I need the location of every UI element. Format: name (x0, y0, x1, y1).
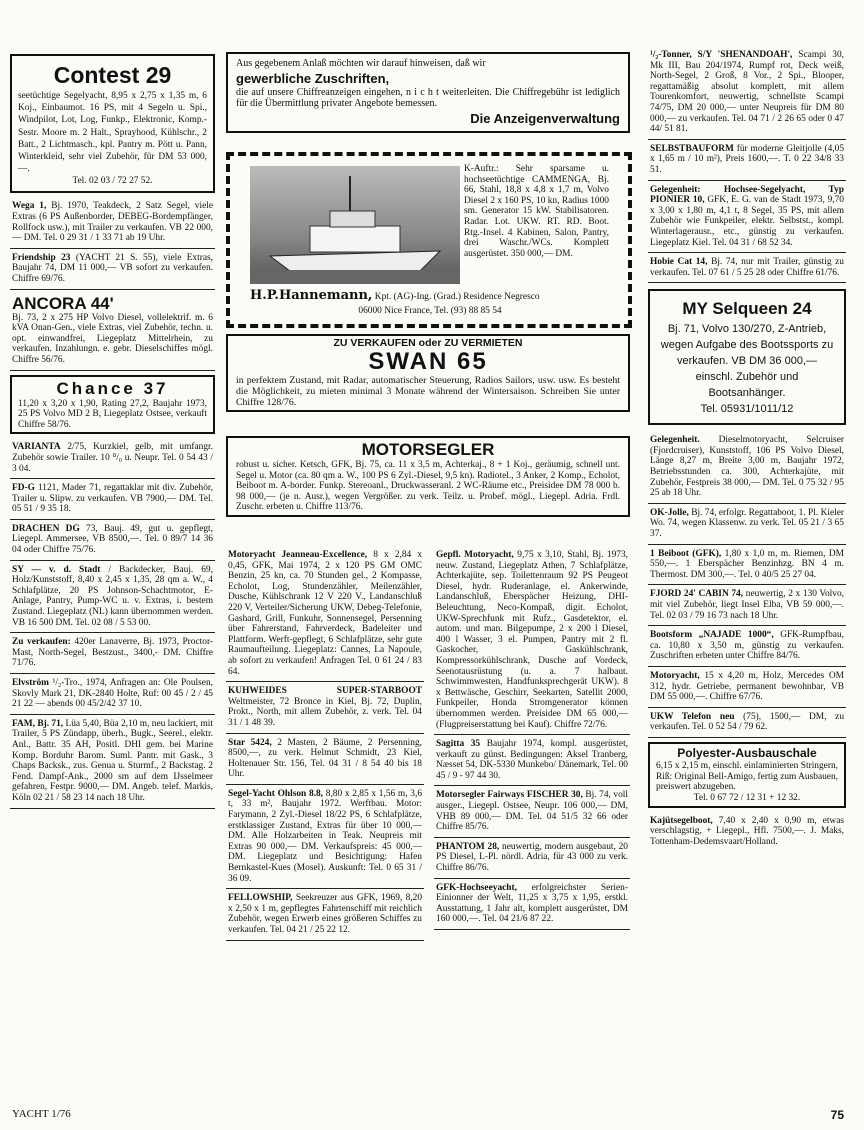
chance-ad (10, 375, 215, 435)
ad-text: (YACHT 21 S. 55), viele Extras, Baujahr 74, DM 11 000,— VB sofort zu verkaufen. Chiffre 69/76. (12, 252, 214, 284)
motorsegler-text: robust u. sicher. Ketsch, GFK, Bj. 75, ca. 11 x 3,5 m, Achterkaj., 8 + 1 Koj., geräumig, schnell unt. Segel u. Motor (ca. 80 qm a. W., 100 PS 6 Zyl.-Diesel, 9,5 kn). Radiotel., 3 Anker, 2 Komp., Echolot, Beiboot m. A-border. Funkp. Stereoanl., Druckwasseranl. 2 WC-Räume etc., Preisidee DM 78 000 b. 98 000,— (je n. Ausr.), wegen Vergrößer. zu verk. Teilz. u. Probef. mögl., Liegepl. Adria. Frdl. Zuschr. erbeten u. Chiffre 113/76. (236, 460, 620, 513)
polyester-ad (648, 742, 846, 808)
ad-text: erfolgreichster Serien-Einionner der Welt, 11,25 x 3,75 x 1,95, erstkl. Ausstattung, 1 Jahr alt, komplett ausgerüstet, DM 160 000,—. Tel. 04 21/6 87 22. (436, 882, 628, 925)
ad-text: 7,40 x 2,40 x 0,90 m, etwas verschlagstig, + Liegepl., Hfl. 7500,—. J. Maks, Tottenham-Dedemsvaart/Holland. (650, 815, 844, 847)
ad-text: für moderne Gleitjolle (4,05 x 1,65 m / 10 m²), Preis 1600,—. T. 0 22 34/8 33 51. (650, 143, 845, 175)
ad-text: 2 Masten, 2 Bäume, 2 Persenning, 8500,—, zu verk. Helmut Schmidt, 23 Kiel, Holtenauer Str. 156, Tel. 04 31 / 8 54 40 bis 18 Uhr. (228, 737, 423, 780)
ad-text: Dieselmotoryacht, Selcruiser (Fjordcruiser), Kunststoff, 106 PS Volvo Diesel, Länge 8,27 m, Breite 3,00 m, Baujahr 1972, Betriebsstunden ca. 300, Achterkajüte, mit Zubehör, Festpreis 38 000,— DM. Tel. 0 75 32 / 95 25 ab 18 Uhr. (650, 435, 844, 499)
selqueen-title: MY Selqueen 24 (682, 299, 812, 319)
ad-head: Star 5424, (228, 737, 272, 748)
ad-head: Bootsform „NAJADE 1000“, (650, 630, 774, 641)
ad-head: FD-G (12, 483, 35, 494)
column-3 (434, 546, 630, 930)
ad-text: GFK, E. G. van de Stadt 1973, 9,70 x 3,00 x 1,80 m, 4,1 t, 8 Segel, 35 PS, mit allem Zubehör wie Funkpeiler, elektr. Selbstst., kompl. Winterlagerausr., etc., günstig zu verkaufen. Liegeplatz Kiel. Tel. 04 31 / 68 52 34. (650, 195, 844, 248)
classified-ad (648, 667, 846, 708)
classified-ad (648, 181, 846, 254)
ad-text: Baujahr 1974, kompl. ausgerüstet, verkauft zu günst. Bedingungen: Aksel Tranberg, Næsset 54, DK-5330 Munkebo/ Dänemark, Tel. 00 45 / 9 - 97 44 30. (436, 739, 629, 781)
classified-ad (226, 734, 424, 785)
polyester-title: Polyester-Ausbauschale (677, 745, 817, 760)
classified-ad (648, 431, 846, 504)
notice-sign: Die Anzeigenverwaltung (470, 110, 620, 126)
ad-head: Zu verkaufen: (12, 637, 71, 648)
ad-head: Motoryacht, (650, 670, 700, 681)
ad-text: 9,75 x 3,10, Stahl, Bj. 1973, neuw. Zustand, Liegeplatz Athen, 7 Schlafplätze, Achterkajüte, sep. Toilettenraum 92 PS Peugeot Diesel, hydr. Ruderanlage, el. Ankerwinde, Landanschluß, Eberspächer Heizung, DHI-Beleuchtung, Neco-Kompaß, digit. Echolot, UKW-Sprechfunk mit Rufz., Gasdetektor, el. autom. und man. Bilgepumpe, 2 x 200 l Diesel, 400 l Wasser, 3 el. Pumpen, Pantry mit 2 fl. Gaskocher, Gaskühlschrank, Kompressorkühlschrank, Dusche auf Vordeck, Seenotausrüstung (u. a. 7 halbaut. Schwimmwesten, Handfunksprechgerät UKW). 8 x Bettwäsche, Geschirr, Seekarten, Satellit 2000, Funkpeiler, Honda Stromgenerator können übernommen werden. Preisidee DM 65 000,— (Flugpreiserstattung bei Kauf). Chiffre 72/76. (436, 550, 628, 730)
ad-head: DRACHEN DG (12, 523, 80, 534)
ad-head: FAM, Bj. 71, (12, 718, 64, 729)
classified-ad (434, 735, 630, 786)
ad-text: Lüa 5,40, Büa 2,10 m, neu lackiert, mit Trailer, 5 PS Zündapp, überh., Bugk., Seerel., elektr. Anl., Battr. 35 AH, Positl. DHI gem. bei Marine Komp. Borduhr Barom. Suml. Pantr. mit Gask., 3 Chaps Backsk., zus. Genua u. Sturmf., 2 Backstag. 2 Fend. Dampf-Ank., 2000 sm auf dem IJsselmeer gefahren, Festpr. 9000,— DM. Angeb. telef. Markis, Köln 02 21 / 58 23 14 nach 18 Uhr. (12, 718, 213, 803)
ad-text: ¹/₂-Tro., 1974, Anfragen an: Ole Poulsen, Skovly Mark 21, DK-2840 Holte, Ruf: 00 45 / 2 / 45 21 22 — abends 00 45/2/42 37 10. (12, 678, 214, 710)
classified-ad (648, 708, 846, 738)
ad-head: KUHWEIDES SUPER-STARBOOT (228, 686, 422, 697)
column-1 (10, 46, 215, 809)
ad-head: Sagitta 35 (436, 739, 481, 750)
classified-ad (648, 253, 846, 283)
classified-ad (648, 626, 846, 667)
company-address1: Kpt. (AG)-Ing. (Grad.) Residence Negresco (374, 292, 540, 302)
motorsegler-ad (226, 436, 630, 517)
swan-text: in perfektem Zustand, mit Radar, automatischer Steuerung, Radios Sailors, usw. usw. Es besteht die Möglichkeit, zu mieten minimal 3 Monate während der Wintersaison. Schreiben Sie unter Chiffre 128/76. (236, 375, 620, 408)
motor-yacht-image (250, 166, 460, 284)
selqueen-text: Bj. 71, Volvo 130/270, Z-Antrieb, wegen Aufgabe des Bootssports zu verkaufen. VB DM 36 000,— einschl. Zubehör und Bootsanhänger. (660, 323, 834, 400)
ad-text: Bj. 74, nur mit Trailer, günstig zu verkaufen. Tel. 07 61 / 5 25 28 oder Chiffre 61/76. (650, 257, 844, 278)
contest-title: Contest 29 (53, 62, 172, 88)
ad-text: 1,80 x 1,0 m, m. Riemen, DM 550,—. 1 Eberspächer Benzinhzg. BN 4 m. Thermost. DM 300,—. Tel. 0 40/5 25 27 04. (650, 548, 844, 580)
ancora-text: Bj. 73, 2 x 275 HP Volvo Diesel, vollelektrif. m. 6 kVA Onan-Gen., viele Extras, viel Zubehör, techn. u. opt. einwandfrei, Liegeplatz Mittelrhein, zu verkaufen. Inzahlungn. e. gebr. Dieselschiffes mögl. Chiffre 56/76. (12, 312, 213, 365)
classified-ad (10, 520, 215, 561)
classified-ad (434, 879, 630, 930)
ad-text: 8 x 2,84 x 0,45, GFK, Mai 1974, 2 x 120 PS GM OMC Benzin, 25 kn, ca. 70 Stunden gel., 2 Kompasse, Echolot, Log, Stundenzähler, Meilenzähler, Dusche, Kühlschrank 12 V 220 V., Landanschluß 220 V, Verteiler/Sicherung UKW, Debeg-Telefonie, Gashard, Grill, Funkuhr, Sonnensegel, Persenning über Fahrerstand, Fahrverdeck, Badeleiter und Plattform. Werft-gepflegt, 6 Schlafplätze, sehr gute Raumaufteilung. Liegeplatz: Cannes, La Napoule, ab sofort zu verkaufen! Anfragen Tel. 0 61 24 / 83 64. (228, 550, 423, 677)
ad-head: Wega 1, (12, 201, 47, 212)
ad-head: SY — v. d. Stadt (12, 564, 101, 575)
ad-text: Bj. 74, voll ausger., Liegepl. Ostsee, Neupr. 106 000,— DM, VHB 89 000,— DM. Tel. 04 51/5 32 66 oder Chiffre 85/76. (436, 790, 628, 833)
ad-text: Seekreuzer aus GFK, 1969, 8,20 x 2,50 x 1 m, gepflegtes Fahrtenschiff mit reichlich Zubehör, wegen Erwerb eines größeren Schiffes zu verkaufen. Tel. 04 21 / 25 22 12. (228, 893, 423, 935)
photo-ad-company-line (250, 290, 610, 303)
classified-ad (434, 546, 630, 735)
ad-head: SELBSTBAUFORM (650, 143, 734, 154)
ad-head: Gelegenheit: Hochsee-Segelyacht, Typ PIONIER 10, (650, 184, 844, 206)
ad-text: 73, Bauj. 49, gut u. gepflegt, Liegepl. Ammersee, VB 8500,—. Tel. 0 89/7 14 36 04 oder Chiffre 75/76. (12, 523, 213, 556)
classified-ad (10, 249, 215, 290)
polyester-text: 6,15 x 2,15 m, einschl. einlaminierten Stringern, Riß: Original Bell-Amigo, fertig zum Ausbauen, preiswert abzugeben. (656, 760, 839, 793)
ad-text: / Backdecker, Bauj. 69, Holz/Kunststoff, 8,40 x 2,45 x 1,35, 28 qm a. W., 4 Schlafplätze, 20 PS Johnson-Schachtmotor, E-Anlage, Pantry, Pump-WC u. v. Extras, i. bestem Zustand. Liegeplatz (NL) kann übernommen werden. VB 16 500 DM. Tel. 02 08 / 5 53 00. (12, 564, 213, 628)
ad-text: 8,80 x 2,85 x 1,56 m, 3,6 t, 33 m², Baujahr 1972. Werftbau. Motor: Farymann, 2 Zyl.-Diesel 18/22 PS, 6 Schlafplätze, erstklassiger Zustand, Extras für über 10 000,— DM. Alle Holzarbeiten in Teak. Neupreis mit Extras 90 000,— DM. Verkaufspreis: 45 000,— DM. Liegeplatz und Besichtigung: Hafen Bernkastel-Kues (Mosel). Auskunft: Tel. 0 65 31 / 36 09. (228, 788, 423, 884)
ad-head: Hobie Cat 14, (650, 257, 708, 268)
page-number: 75 (830, 1108, 844, 1122)
classified-ad (226, 546, 424, 682)
ad-text: 1121, Mader 71, regattaklar mit div. Zubehör, Trailer u. Slipw. zu verkaufen. VB 7900,— DM. Tel. 05 51 / 9 35 18. (12, 483, 214, 515)
ad-head: 1 Beiboot (GFK), (650, 548, 722, 559)
ad-text: (75), 1500,— DM, zu verkaufen. Tel. 0 52 54 / 79 62. (650, 711, 845, 733)
ad-head: OK-Jolle, (650, 507, 689, 518)
ancora-ad (10, 290, 215, 371)
company-address2: 06000 Nice France, Tel. (93) 88 85 54 (358, 306, 502, 316)
photo-ad-text: K-Auftr.: Sehr sparsame u. hochseetüchtige CAMMENGA, Bj. 66, Stahl, 18,8 x 4,8 x 1,7 m, Volvo Diesel 2 x 160 PS, 10 kn, Radius 1000 sm. Generator 15 kW. Stabilisatoren. Radar. Lot. UKW. RT. RD. Boot. Rtg.-Insel. 4 Kabinen, Salon, Pantry, drei Waschr./WCs. Komplett ausgerüstet. 350 000,— DM. (464, 164, 609, 259)
contest-text: seetüchtige Segelyacht, 8,95 x 2,75 x 1,35 m, 6 Koj., Einbaumot. 16 PS, mit 4 Segeln u. Spi., Windpilot, Lot, Log, Funkp., Elektronic, Komp.-Sestr. Moore m. 2 Halt., Sprayhood, Kühlschr., 2 Batt., 2 Lichtmasch., kpl. Pantry m. Pött u. Pann, Winterkleid, sehr viel Zubehör, für DM 53 000,—. (18, 91, 207, 175)
ad-text: neuwertig, modern ausgebaut, 20 PS Diesel, L-Pl. nördl. Adria, für 43 000 zu verk. Chiffre 86/76. (436, 841, 628, 874)
classified-ad (434, 786, 630, 837)
polyester-tel: Tel. 0 67 72 / 12 31 + 12 32. (693, 792, 801, 803)
ad-text: 15 x 4,20 m, Holz, Mercedes OM 312, hydr. Getriebe, permanent bewohnbar, VB DM 55 000,—. Chiffre 67/76. (650, 670, 844, 703)
ad-text: neuwertig, 2 x 130 Volvo, mit viel Zubehör, liegt Insel Elba, VB 59 000,—. Tel. 02 03 / 79 16 73 nach 18 Uhr. (650, 589, 844, 621)
ad-head: Elvström (12, 678, 49, 689)
classified-ad (10, 633, 215, 674)
boat-photo (250, 166, 460, 284)
classified-ad (648, 46, 846, 140)
ad-head: UKW Telefon neu (650, 711, 735, 722)
ad-head: Kajütsegelboot, (650, 815, 713, 826)
ad-head: Gelegenheit. (650, 435, 700, 446)
classified-ad (434, 838, 630, 879)
chance-title: Chance 37 (56, 378, 169, 398)
ad-head: FELLOWSHIP, (228, 893, 293, 904)
ad-head: Friendship 23 (12, 252, 71, 263)
swan-kicker: ZU VERKAUFEN oder ZU VERMIETEN (333, 337, 523, 349)
classified-ad (648, 140, 846, 181)
classified-ad (648, 585, 846, 626)
kajuet-ad (648, 812, 846, 852)
column-2 (226, 546, 424, 941)
ad-text: Bj. 1970, Teakdeck, 2 Satz Segel, viele Extras (6 PS Außenborder, DEBEG-Bordempfänger, Rollfock usw.), mit Trailer zu verkaufen. VB 22 000,— DM. Tel. 0 29 31 / 1 33 71 ab 19 Uhr. (12, 201, 213, 244)
swan-ad (226, 334, 630, 412)
swan-title: SWAN 65 (368, 348, 488, 375)
ad-head: PHANTOM 28, (436, 841, 500, 852)
ad-head: ¹/₂-Tonner, S/Y 'SHENANDOAH', (650, 50, 793, 60)
classified-ad (10, 561, 215, 634)
ad-head: Motorsegler Fairways FISCHER 30, (436, 790, 583, 801)
classified-ad (10, 438, 215, 479)
ad-text: 2/75, Kurzkiel, gelb, mit umfangr. Zubehör sowie Trailer. 10 ⁰/₀ u. Neupr. Tel. 0 54 43 / 3 04. (12, 442, 213, 474)
ad-head: VARIANTA (12, 442, 61, 453)
company-name: H.P.Hannemann, (250, 288, 373, 303)
motorsegler-title: MOTORSEGLER (361, 440, 495, 459)
ad-text: Weltmeister, 72 Bronce in Kiel, Bj. 72, Duplin, Prokt., North, mit allem Zubehör, z. verk. Tel. 04 31 / 1 48 39. (228, 696, 422, 728)
classified-ad (648, 545, 846, 586)
classified-ad (226, 682, 424, 733)
notice-intro: Aus gegebenem Anlaß möchten wir darauf hinweisen, daß wir (236, 58, 486, 69)
classified-ad (648, 504, 846, 545)
ad-text: 420er Lanaverre, Bj. 1973, Proctor-Mast, North-Segel, Bestzust., 3400,- DM. Chiffre 71/76. (12, 637, 213, 669)
notice-body: die auf unsere Chiffreanzeigen eingehen, n i c h t weiterleiten. Die Chiffregebühr ist lediglich für die Übermittlung privater Angebote bemessen. (236, 86, 620, 109)
notice-box (226, 52, 630, 133)
photo-ad (226, 152, 628, 324)
ad-head: GFK-Hochseeyacht, (436, 882, 517, 893)
ad-head: FJORD 24' CABIN 74, (650, 589, 744, 600)
contest-tel: Tel. 02 03 / 72 27 52. (72, 176, 153, 187)
footer-left: YACHT 1/76 (12, 1108, 71, 1120)
classified-ad (226, 889, 424, 940)
ad-text: Bj. 74, erfolgr. Regattaboot, 1. Pl. Kieler Wo. 74, wegen Klassenw. zu verk. Tel. 05 21 / 3 65 37. (650, 507, 845, 540)
classified-ad (10, 479, 215, 520)
selqueen-tel: Tel. 05931/1011/12 (700, 403, 794, 416)
classified-ad (10, 715, 215, 809)
contest-ad (10, 54, 215, 193)
ad-head: Gepfl. Motoryacht, (436, 550, 514, 560)
ad-head: Segel-Yacht Ohlson 8.8, (228, 788, 324, 799)
ad-text: Scampi 30, Mk III, Bau 204/1974, Rumpf rot, Deck weiß, North-Segel, 2 Groß, 8 Vor., 2 Spi., Blooper, regattamäßig absolut komplett, mit allem Tourenkomfort, neuwertig, schnellste Scampi 74/75, DM 20 000,— unter Neupreis für DM 80 000,— zu verkaufen. Tel. 04 71 / 2 26 65 oder 0 47 44/ 51 81. (650, 50, 844, 135)
notice-headline: gewerbliche Zuschriften, (236, 70, 390, 86)
ad-text: GFK-Rumpfbau, ca. 10,80 x 3,50 m, günstig zu verkaufen. Zuschriften erbeten unter Chiffre 84/76. (650, 630, 845, 662)
selqueen-ad (648, 289, 846, 425)
classified-ad (226, 785, 424, 889)
column-4 (648, 46, 846, 852)
classified-ad (10, 674, 215, 715)
ad-head: Motoryacht Jeanneau-Excellence, (228, 550, 368, 560)
chance-text: 11,20 x 3,20 x 1,90, Rating 27,2, Baujahr 1973, 25 PS Volvo MD 2 B, Liegeplatz Ostsee, verkauft Chiffre 58/76. (18, 398, 207, 430)
ancora-title: ANCORA 44' (12, 293, 114, 313)
classified-ad (10, 197, 215, 248)
